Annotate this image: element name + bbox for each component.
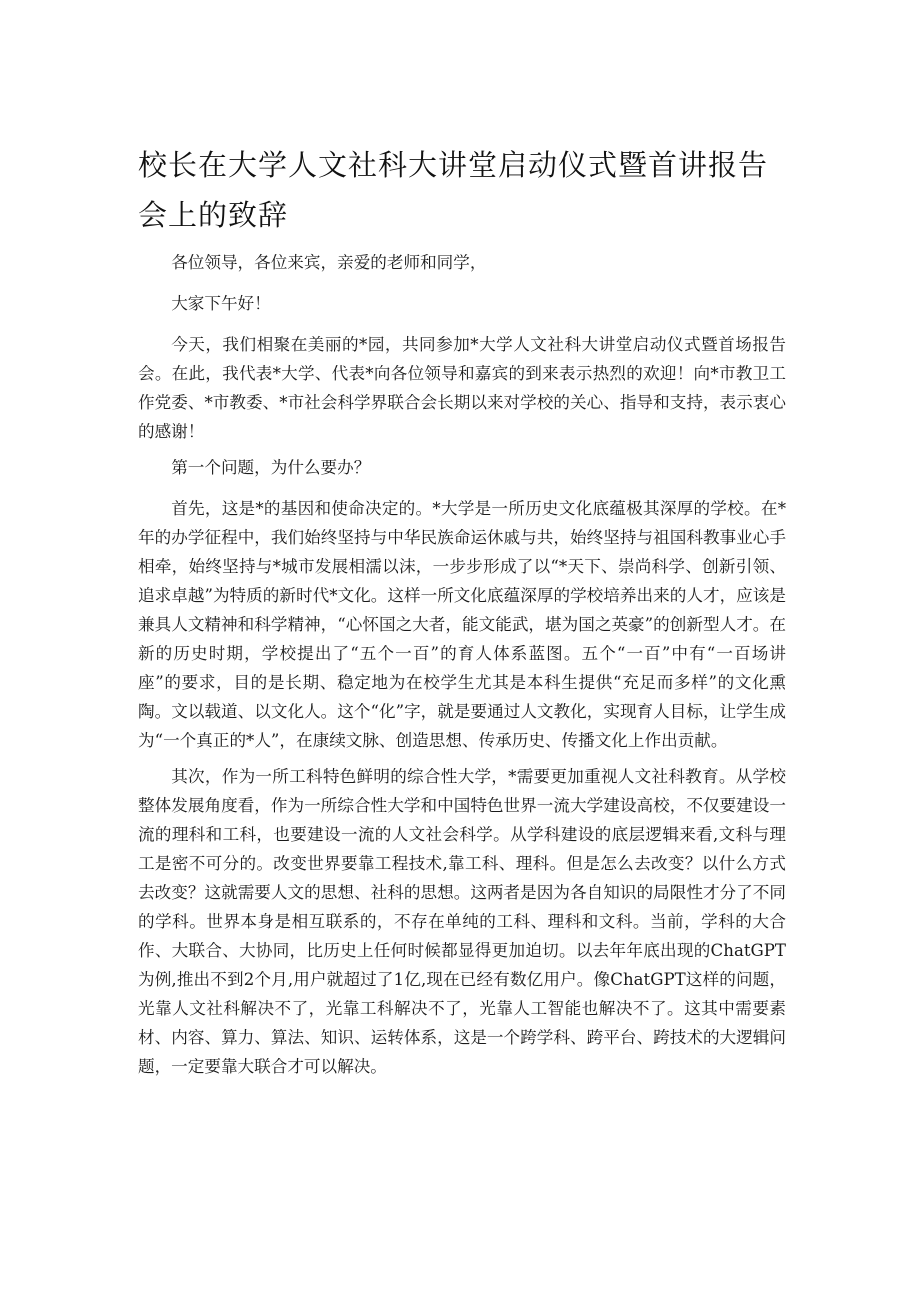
paragraph-first-reason: 首先，这是*的基因和使命决定的。*大学是一所历史文化底蕴极其深厚的学校。在*年的办学征程中，我们始终坚持与中华民族命运休戚与共，始终坚持与祖国科教事业心手相牵，始终坚持与*城市发展相濡以沫，一步步形成了以“*天下、崇尚科学、创新引领、追求卓越”为特质的新时代*文化。这样一所文化底蕴深厚的学校培养出来的人才，应该是兼具人文精神和科学精神，“心怀国之大者，能文能武，堪为国之英豪”的创新型人才。在新的历史时期，学校提出了“五个一百”的育人体系蓝图。五个“一百”中有“一百场讲座”的要求，目的是长期、稳定地为在校学生尤其是本科生提供“充足而多样”的文化熏陶。文以载道、以文化人。这个“化”字，就是要通过人文教化，实现育人目标，让学生成为“一个真正的*人”，在康续文脉、创造思想、传承历史、传播文化上作出贡献。: [138, 499, 786, 750]
greeting: 大家下午好！: [171, 294, 271, 313]
opening-paragraph: 今天，我们相聚在美丽的*园，共同参加*大学人文社科大讲堂启动仪式暨首场报告会。在此，我代表*大学、代表*向各位领导和嘉宾的到来表示热烈的欢迎！向*市教卫工作党委、*市教委、*市社会科学界联合会长期以来对学校的关心、指导和支持，表示衷心的感谢！: [138, 335, 786, 441]
paragraph-second-reason: 其次，作为一所工科特色鲜明的综合性大学，*需要更加重视人文社科教育。从学校整体发展角度看，作为一所综合性大学和中国特色世界一流大学建设高校，不仅要建设一流的理科和工科，也要建设一流的人文社会科学。从学科建设的底层逻辑来看,文科与理工是密不可分的。改变世界要靠工程技术,靠工科、理科。但是怎么去改变？以什么方式去改变？这就需要人文的思想、社科的思想。这两者是因为各自知识的局限性才分了不同的学科。世界本身是相互联系的，不存在单纯的工科、理科和文科。当前，学科的大合作、大联合、大协同，比历史上任何时候都显得更加迫切。以去年年底出现的ChatGPT为例,推出不到2个月,用户就超过了1亿,现在已经有数亿用户。像ChatGPT这样的问题，光靠人文社科解决不了，光靠工科解决不了，光靠人工智能也解决不了。这其中需要素材、内容、算力、算法、知识、运转体系，这是一个跨学科、跨平台、跨技术的大逻辑问题，一定要靠大联合才可以解决。: [138, 767, 786, 1076]
section-heading: 第一个问题，为什么要办？: [171, 458, 371, 477]
document-body: [138, 248, 786, 1088]
salutation: 各位领导，各位来宾，亲爱的老师和同学，: [171, 253, 487, 272]
document-title: 校长在大学人文社科大讲堂启动仪式暨首讲报告会上的致辞: [138, 148, 769, 232]
